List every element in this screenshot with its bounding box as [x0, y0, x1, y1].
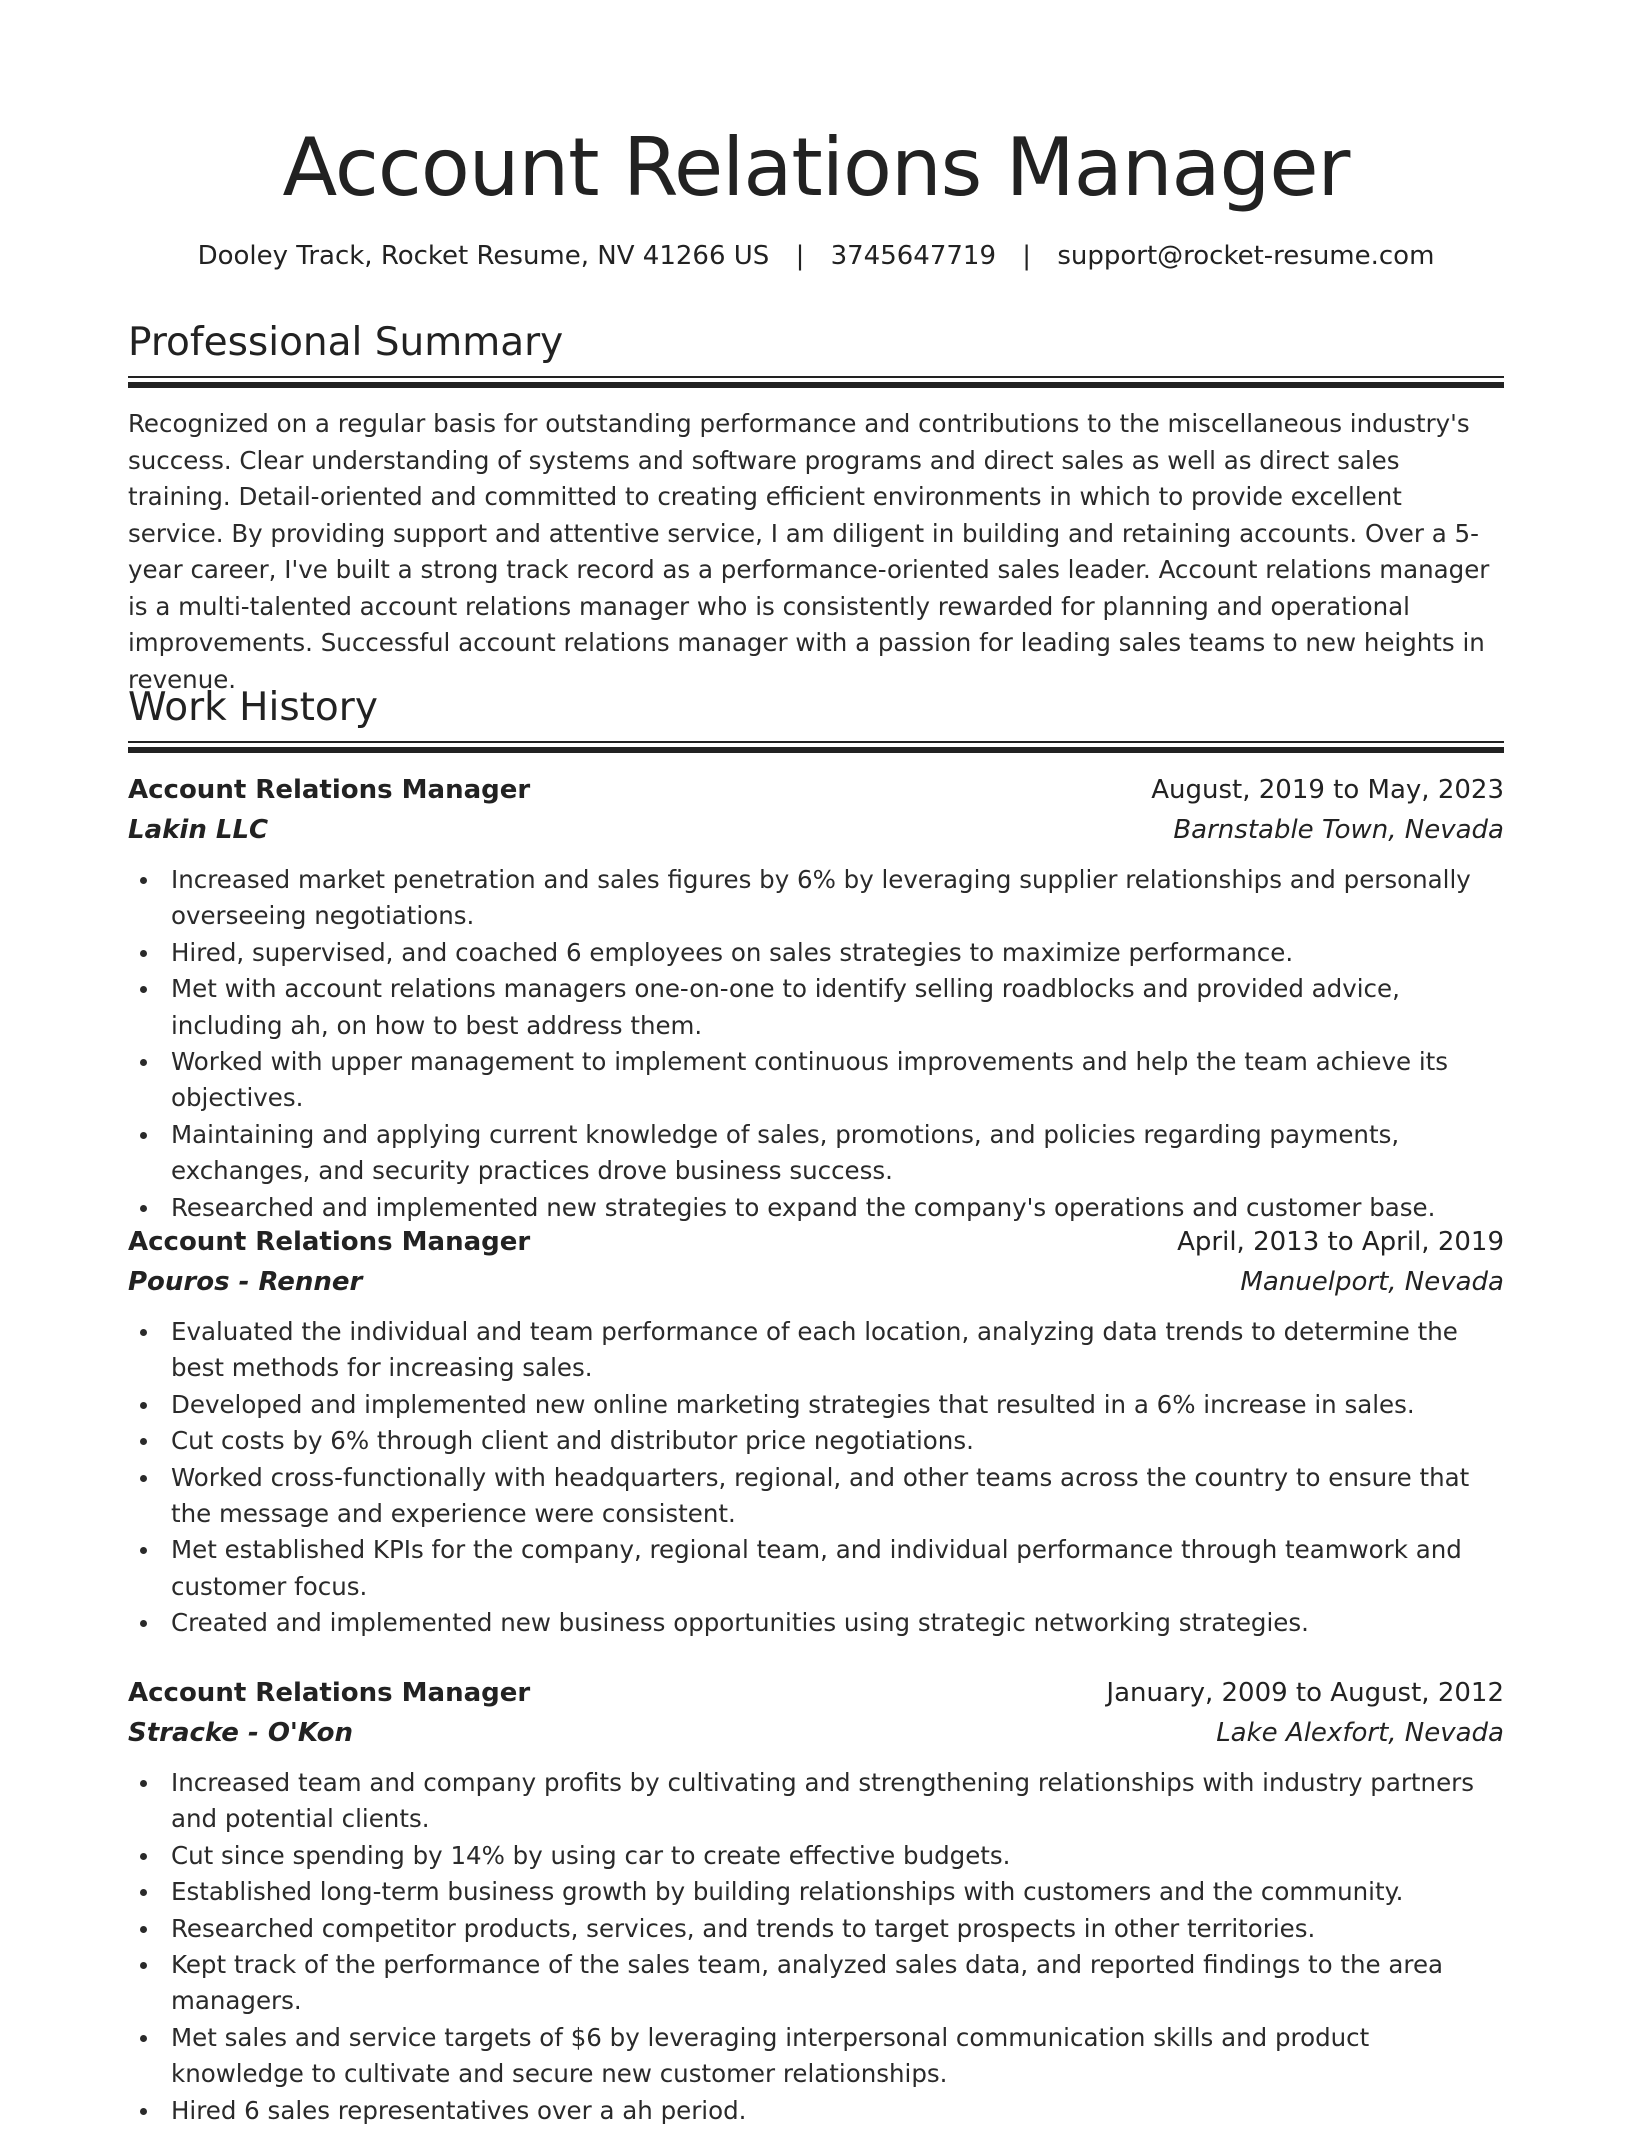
job-bullet: Evaluated the individual and team performance of each location, analyzing data trends to determine the best methods for increasing sales.	[128, 1314, 1504, 1387]
job-dates: January, 2009 to August, 2012	[1106, 1678, 1504, 1708]
job-entry	[128, 1222, 1504, 1642]
contact-line	[128, 238, 1504, 274]
bullet-icon	[140, 1547, 147, 1554]
job-entry	[128, 1673, 1504, 2129]
bullet-icon	[140, 1132, 147, 1139]
job-bullet: Increased market penetration and sales figures by 6% by leveraging supplier relationships and personally overseeing negotiations.	[128, 862, 1504, 935]
job-location: Manuelport, Nevada	[1240, 1267, 1504, 1297]
job-title: Account Relations Manager	[128, 1678, 531, 1708]
contact-address: Dooley Track, Rocket Resume, NV 41266 US	[197, 241, 770, 271]
work-history-divider	[128, 741, 1504, 753]
job-title: Account Relations Manager	[128, 1227, 531, 1257]
summary-heading: Professional Summary	[128, 320, 564, 365]
job-location: Lake Alexfort, Nevada	[1216, 1718, 1504, 1748]
job-bullet: Cut since spending by 14% by using car to create effective budgets.	[128, 1838, 1504, 1874]
job-bullet: Researched and implemented new strategies to expand the company's operations and customer base.	[128, 1190, 1504, 1226]
job-company: Pouros - Renner	[128, 1267, 363, 1297]
job-bullet: Worked with upper management to implement continuous improvements and help the team achieve its objectives.	[128, 1044, 1504, 1117]
bullet-icon	[140, 1329, 147, 1336]
bullet-icon	[140, 1059, 147, 1066]
job-bullet: Hired, supervised, and coached 6 employees on sales strategies to maximize performance.	[128, 935, 1504, 971]
job-bullet: Cut costs by 6% through client and distributor price negotiations.	[128, 1423, 1504, 1459]
job-location: Barnstable Town, Nevada	[1173, 815, 1504, 845]
bullet-icon	[140, 1402, 147, 1409]
bullet-icon	[140, 877, 147, 884]
contact-separator: |	[795, 241, 805, 271]
summary-text: Recognized on a regular basis for outstanding performance and contributions to the miscellaneous industry's success. Clear understanding of systems and software programs and direct sales as well as direct sales training. Detail-oriented and committed to creating efficient environments in which to provide excellent service. By providing support and attentive service, I am diligent in building and retaining accounts. Over a 5-year career, I've built a strong track record as a performance-oriented sales leader. Account relations manager is a multi-talented account relations manager who is consistently rewarded for planning and operational improvements. Successful account relations manager with a passion for leading sales teams to new heights in revenue.	[128, 409, 1490, 694]
contact-email: support@rocket-resume.com	[1057, 241, 1435, 271]
job-bullet-list	[128, 1765, 1504, 2129]
job-bullet: Researched competitor products, services, and trends to target prospects in other territories.	[128, 1911, 1504, 1947]
summary-divider	[128, 376, 1504, 388]
bullet-icon	[140, 2035, 147, 2042]
job-bullet: Created and implemented new business opportunities using strategic networking strategies.	[128, 1605, 1504, 1641]
work-history-heading: Work History	[128, 685, 378, 730]
job-company: Stracke - O'Kon	[128, 1718, 353, 1748]
job-bullet: Worked cross-functionally with headquarters, regional, and other teams across the country to ensure that the message and experience were consistent.	[128, 1460, 1504, 1533]
bullet-icon	[140, 950, 147, 957]
job-entry	[128, 770, 1504, 1226]
bullet-icon	[140, 986, 147, 993]
job-bullet: Met established KPIs for the company, regional team, and individual performance through teamwork and customer focus.	[128, 1532, 1504, 1605]
bullet-icon	[140, 1926, 147, 1933]
bullet-icon	[140, 1620, 147, 1627]
job-bullet-list	[128, 1314, 1504, 1642]
job-bullet-list	[128, 862, 1504, 1226]
job-bullet: Established long-term business growth by building relationships with customers and the community.	[128, 1874, 1504, 1910]
job-dates: April, 2013 to April, 2019	[1177, 1227, 1504, 1257]
job-bullet: Increased team and company profits by cultivating and strengthening relationships with industry partners and potential clients.	[128, 1765, 1504, 1838]
bullet-icon	[140, 1475, 147, 1482]
bullet-icon	[140, 1205, 147, 1212]
contact-phone: 3745647719	[830, 241, 997, 271]
job-bullet: Hired 6 sales representatives over a ah period.	[128, 2093, 1504, 2129]
job-dates: August, 2019 to May, 2023	[1151, 775, 1504, 805]
bullet-icon	[140, 2108, 147, 2115]
job-bullet: Kept track of the performance of the sales team, analyzed sales data, and reported findings to the area managers.	[128, 1947, 1504, 2020]
job-bullet: Met with account relations managers one-on-one to identify selling roadblocks and provided advice, including ah, on how to best address them.	[128, 971, 1504, 1044]
bullet-icon	[140, 1962, 147, 1969]
job-bullet: Met sales and service targets of $6 by leveraging interpersonal communication skills and product knowledge to cultivate and secure new customer relationships.	[128, 2020, 1504, 2093]
bullet-icon	[140, 1438, 147, 1445]
job-bullet: Developed and implemented new online marketing strategies that resulted in a 6% increase in sales.	[128, 1387, 1504, 1423]
contact-separator: |	[1022, 241, 1032, 271]
bullet-icon	[140, 1853, 147, 1860]
bullet-icon	[140, 1889, 147, 1896]
resume-title: Account Relations Manager	[282, 121, 1350, 214]
job-title: Account Relations Manager	[128, 775, 531, 805]
job-bullet: Maintaining and applying current knowledge of sales, promotions, and policies regarding payments, exchanges, and security practices drove business success.	[128, 1117, 1504, 1190]
bullet-icon	[140, 1780, 147, 1787]
job-company: Lakin LLC	[128, 815, 269, 845]
